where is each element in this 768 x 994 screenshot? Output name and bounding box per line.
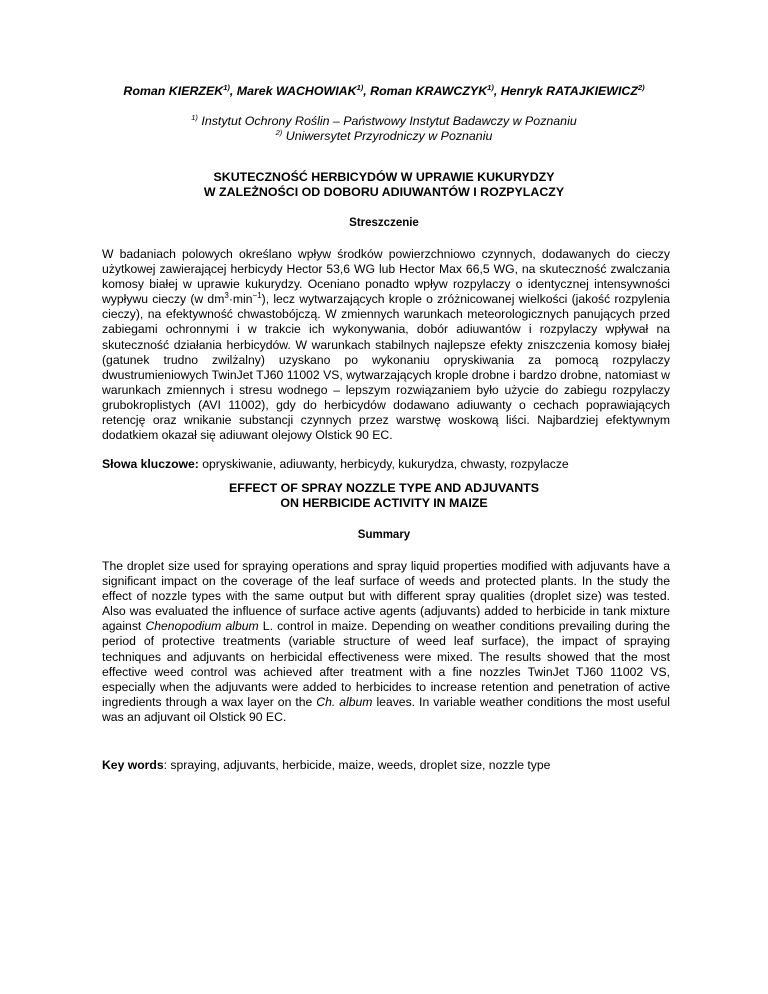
author-name: Roman KRAWCZYK — [370, 84, 488, 98]
affiliation-mark: 2) — [275, 128, 283, 137]
keywords-label: Key words — [102, 758, 164, 772]
author-affiliation-mark: 1) — [356, 83, 364, 92]
abstract-text: L. control in maize. Depending on weather conditions prevailing during the period of protective treatments (variable structure of weed leaf surface), the impact of spraying techniques and adjuvants on herbicidal effectiveness were mixed. The results showed that the most effective weed control was achieved after treatment with a fine nozzles TwinJet TJ60 11002 VS, especially when the adjuvants were added to herbicides to increase retention and penetration of active ingredients through a wax layer on the — [102, 619, 670, 709]
author-affiliation-mark: 1) — [223, 83, 230, 92]
keywords-list: opryskiwanie, adiuwanty, herbicydy, kukurydza, chwasty, rozpylacze — [198, 457, 569, 471]
english-title-line-1: EFFECT OF SPRAY NOZZLE TYPE AND ADJUVANTS — [228, 481, 540, 495]
polish-keywords — [102, 457, 682, 472]
author-name: Henryk RATAJKIEWICZ — [500, 84, 638, 98]
abstract-superscript: −1 — [252, 291, 262, 301]
abstract-text: W badaniach polowych określano wpływ środków powierzchniowo czynnych, dodawanych do cieczy użytkowej zawierającej herbicydy Hector 53,6 WG lub Hector Max 66,5 WG, na skuteczność zwalczania komosy białej w uprawie kukurydzy. Oceniano ponadto wpływ rozpylaczy o identycznej intensywności wypływu cieczy (w dm — [102, 247, 670, 307]
polish-title-line-1: SKUTECZNOŚĆ HERBICYDÓW W UPRAWIE KUKURYDZY — [213, 170, 555, 184]
polish-title-line-2: W ZALEŻNOŚCI OD DOBORU ADIUWANTÓW I ROZPYLACZY — [203, 185, 565, 199]
english-title-line-2: ON HERBICIDE ACTIVITY IN MAIZE — [280, 496, 488, 510]
polish-abstract-heading: Streszczenie — [349, 217, 419, 229]
affiliation-text: Uniwersytet Przyrodniczy w Poznaniu — [282, 129, 493, 143]
affiliation-2 — [0, 129, 768, 143]
author-affiliation-mark: 1) — [487, 83, 494, 92]
author-name: Roman KIERZEK — [123, 84, 224, 98]
author-separator: , — [363, 84, 371, 98]
species-name: Ch. album — [316, 694, 373, 709]
species-name: Chenopodium album — [145, 619, 259, 634]
polish-title — [0, 170, 768, 200]
keywords-label: Słowa kluczowe: — [102, 457, 199, 471]
polish-abstract — [102, 247, 670, 443]
english-keywords — [102, 758, 682, 773]
abstract-text: ·min — [228, 292, 253, 307]
author-name: Marek WACHOWIAK — [236, 84, 357, 98]
author-separator: , — [493, 84, 501, 98]
affiliation-mark: 1) — [191, 113, 198, 122]
affiliation-1 — [0, 114, 768, 128]
abstract-text: ), lecz wytwarzających krople o zróżnicowanej wielkości (jakość rozpylenia cieczy), na efektywność chwastobójczą. W zmiennych warunkach meteorologicznych panujących przed zabiegami ochronnymi i w trakcie ich wykonywania, dobór adiuwantów i rozpylaczy wpływał na skuteczność działania herbicydów. W warunkach stabilnych najlepsze efekty zniszczenia komosy białej (gatunek trudno zwilżalny) uzyskano po wykonaniu opryskiwania za pomocą rozpylaczy dwustrumieniowych TwinJet TJ60 11002 VS, wytwarzających krople drobne i bardzo drobne, natomiast w warunkach zmiennych i stresu wodnego – lepszym rozwiązaniem było użycie do zabiegu rozpylaczy grubokroplistych (AVI 11002), gdy do herbicydów dodawano adiuwanty o cechach poprawiających retencję oraz wnikanie substancji czynnych przez warstwę woskową liści. Najbardziej efektywnym dodatkiem okazał się adiuwant olejowy Olstick 90 EC. — [102, 292, 670, 443]
abstract-superscript: 3 — [224, 291, 229, 301]
english-abstract-heading: Summary — [357, 529, 411, 541]
author-separator: , — [229, 84, 237, 98]
affiliation-text: Instytut Ochrony Roślin – Państwowy Instytut Badawczy w Poznaniu — [197, 114, 577, 128]
keywords-list: : spraying, adjuvants, herbicide, maize, weeds, droplet size, nozzle type — [163, 758, 551, 772]
abstract-text: The droplet size used for spraying operations and spray liquid properties modified with adjuvants have a significant impact on the coverage of the leaf surface of weeds and protected plants. In the study the effect of nozzle types with the same output but with different spray qualities (droplet size) was tested. Also was evaluated the influence of surface active agents (adjuvants) added to herbicide in tank mixture against — [102, 559, 670, 634]
abstract-text: leaves. In variable weather conditions the most useful was an adjuvant oil Olstick 90 EC. — [102, 694, 670, 724]
author-affiliation-mark: 2) — [637, 83, 645, 92]
english-title — [0, 481, 768, 511]
english-abstract — [102, 559, 670, 725]
author-list — [0, 84, 768, 98]
